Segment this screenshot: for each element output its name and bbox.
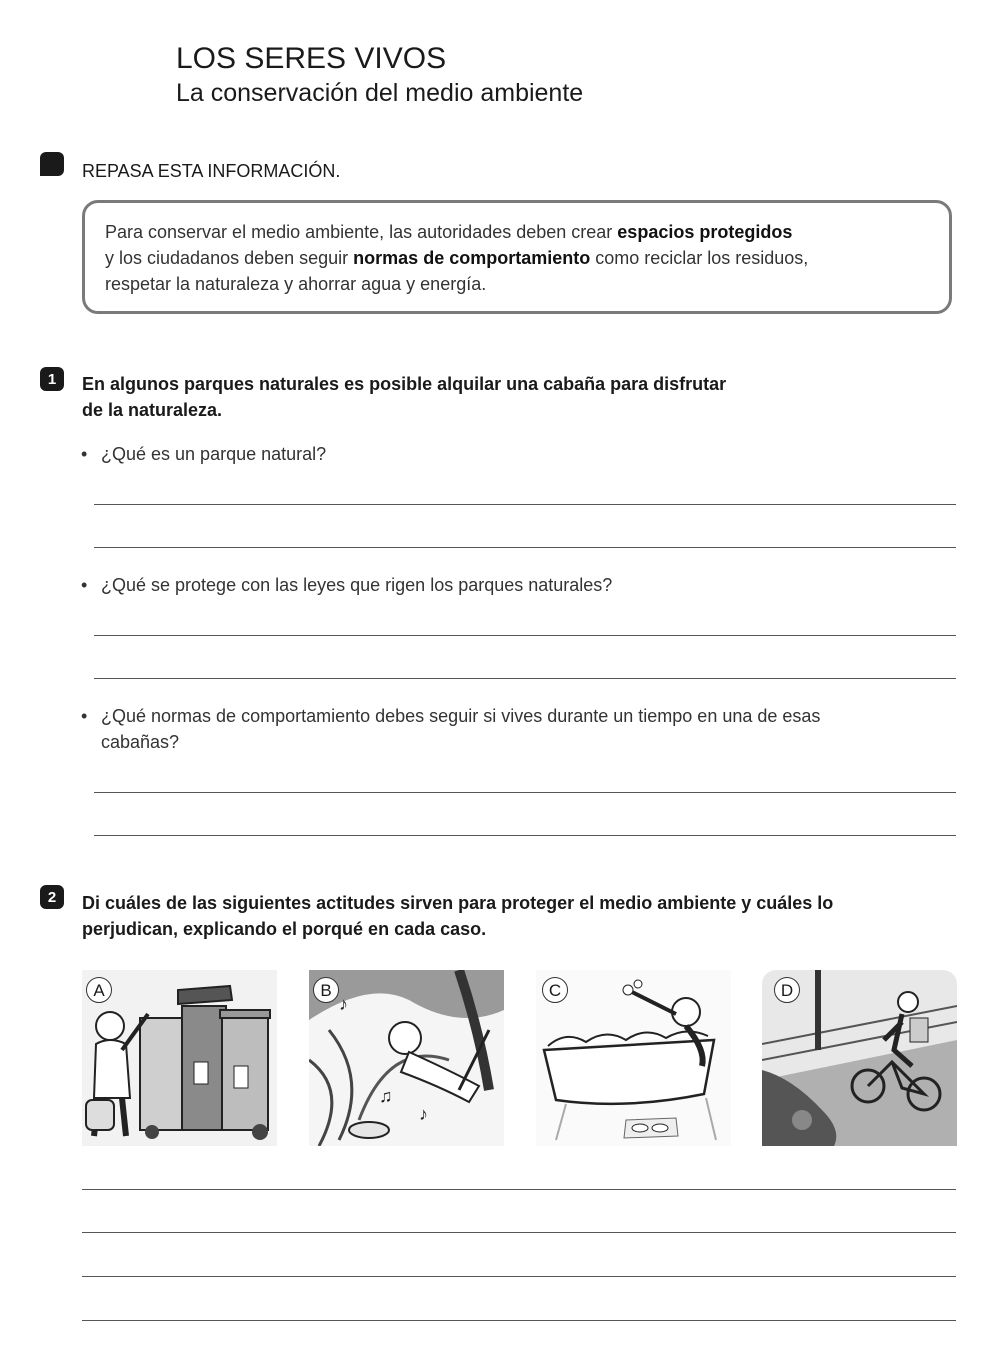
prompt-line: de la naturaleza. xyxy=(82,400,223,420)
question-text: cabañas? xyxy=(101,732,180,752)
answer-line[interactable] xyxy=(82,1232,956,1233)
bullet: • xyxy=(81,706,88,726)
question-text: ¿Qué es un parque natural? xyxy=(101,444,327,464)
info-text: y los ciudadanos deben seguir xyxy=(105,248,354,268)
picture-d xyxy=(762,970,957,1146)
info-text: respetar la naturaleza y ahorrar agua y energía. xyxy=(105,274,487,294)
question-text: ¿Qué normas de comportamiento debes seguir si vives durante un tiempo en una de esas xyxy=(101,706,821,726)
picture-label: B xyxy=(313,977,339,1003)
answer-line[interactable] xyxy=(82,1320,956,1321)
exercise-1-prompt xyxy=(82,371,726,423)
answer-line[interactable] xyxy=(94,635,956,636)
info-text: como reciclar los residuos, xyxy=(590,248,809,268)
info-keyword: normas de comportamiento xyxy=(353,248,591,268)
info-text: Para conservar el medio ambiente, las autoridades deben crear xyxy=(105,222,618,242)
exercise-2-badge: 2 xyxy=(40,885,64,909)
answer-line[interactable] xyxy=(94,547,956,548)
answer-line[interactable] xyxy=(82,1276,956,1277)
prompt-line: Di cuáles de las siguientes actitudes sirven para proteger el medio ambiente y cuáles lo xyxy=(82,893,834,913)
exercise-2-prompt xyxy=(82,890,833,942)
svg-text:♫: ♫ xyxy=(379,1086,393,1106)
page-subtitle: La conservación del medio ambiente xyxy=(176,79,584,107)
noisy-picnic-icon xyxy=(309,970,504,1146)
svg-text:♪: ♪ xyxy=(419,1104,428,1124)
picture-b xyxy=(309,970,504,1146)
picture-label: C xyxy=(542,977,568,1003)
picture-label: D xyxy=(774,977,800,1003)
question-2 xyxy=(81,572,613,598)
info-keyword: espacios protegidos xyxy=(617,222,793,242)
question-1 xyxy=(81,441,327,467)
picture-c xyxy=(536,970,731,1146)
review-marker xyxy=(40,152,64,176)
bullet: • xyxy=(81,444,88,464)
picture-a xyxy=(82,970,277,1146)
question-text: ¿Qué se protege con las leyes que rigen los parques naturales? xyxy=(101,575,613,595)
review-heading: REPASA ESTA INFORMACIÓN. xyxy=(82,161,341,181)
page-title: LOS SERES VIVOS xyxy=(176,42,447,75)
picture-label: A xyxy=(86,977,112,1003)
info-box xyxy=(82,200,952,314)
answer-line[interactable] xyxy=(82,1189,956,1190)
question-3 xyxy=(81,703,821,755)
bullet: • xyxy=(81,575,88,595)
exercise-1-badge: 1 xyxy=(40,367,64,391)
answer-line[interactable] xyxy=(94,792,956,793)
answer-line[interactable] xyxy=(94,835,956,836)
prompt-line: En algunos parques naturales es posible alquilar una cabaña para disfrutar xyxy=(82,374,727,394)
recycling-bins-icon xyxy=(82,970,277,1146)
answer-line[interactable] xyxy=(94,504,956,505)
svg-text:♪: ♪ xyxy=(339,994,348,1014)
prompt-line: perjudican, explicando el porqué en cada caso. xyxy=(82,919,487,939)
answer-line[interactable] xyxy=(94,678,956,679)
